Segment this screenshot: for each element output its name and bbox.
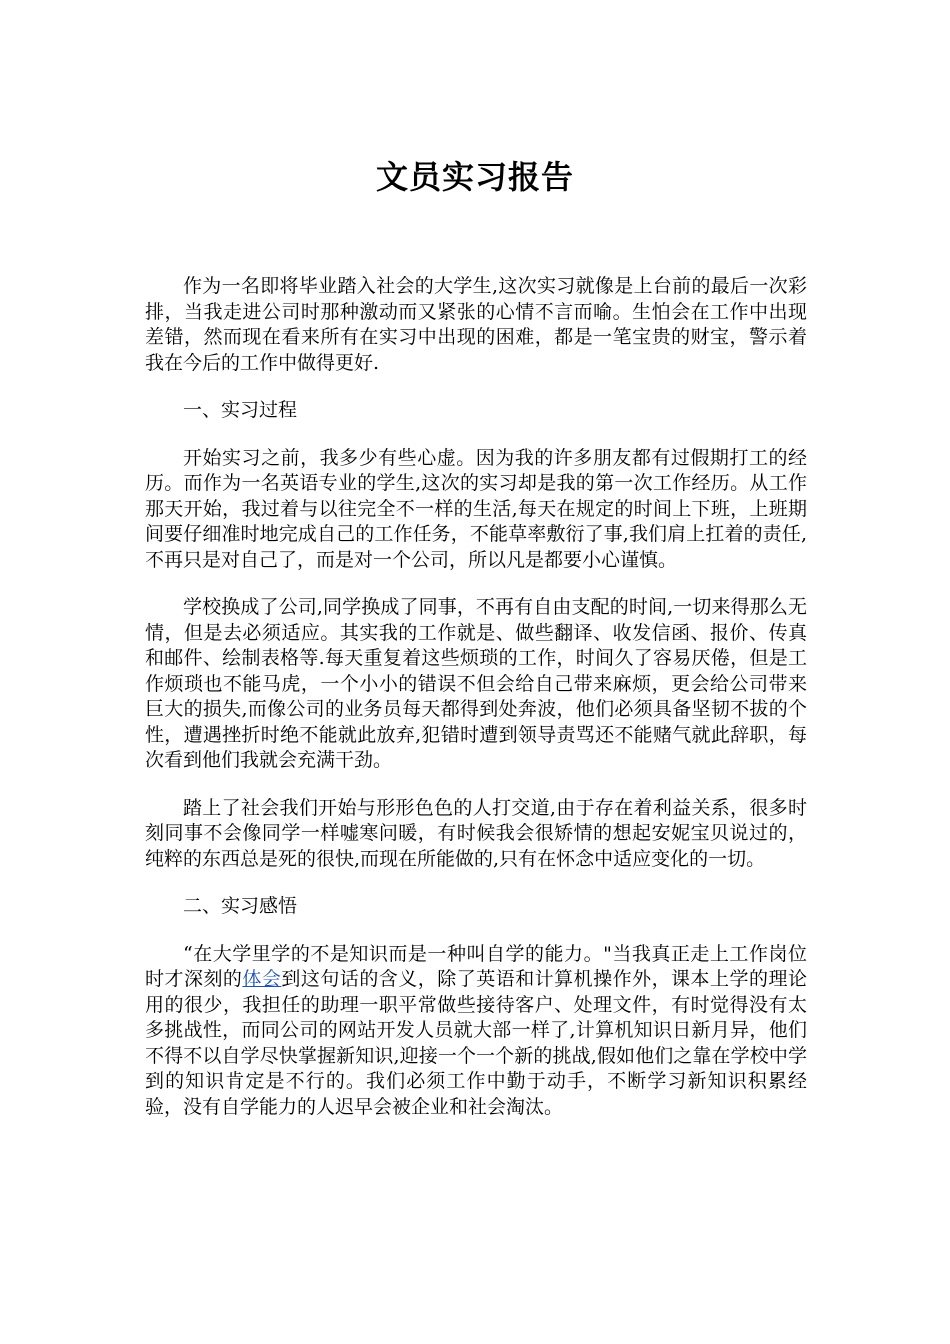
paragraph-process-1: 开始实习之前，我多少有些心虚。因为我的许多朋友都有过假期打工的经历。而作为一名英语专业的学生,这次的实习却是我的第一次工作经历。从工作那天开始，我过着与以往完全不一样的生活,每天在规定的时间上下班，上班期间要仔细准时地完成自己的工作任务，不能草率敷衍了事,我们肩上扛着的责任,不再只是对自己了，而是对一个公司，所以凡是都要小心谨慎。 <box>145 446 807 571</box>
paragraph-process-2: 学校换成了公司,同学换成了同事，不再有自由支配的时间,一切来得那么无情，但是去必须适应。其实我的工作就是、做些翻译、收发信函、报价、传真和邮件、绘制表格等.每天重复着这些烦琐的工作，时间久了容易厌倦，但是工作烦琐也不能马虎，一个小小的错误不但会给自己带来麻烦，更会给公司带来巨大的损失,而像公司的业务员每天都得到处奔波，他们必须具备坚韧不拔的个性，遭遇挫折时绝不能就此放弃,犯错时遭到领导责骂还不能赌气就此辞职，每次看到他们我就会充满干劲。 <box>145 596 807 771</box>
hyperlink-tihui[interactable]: 体会 <box>242 968 282 990</box>
paragraph-intro: 作为一名即将毕业踏入社会的大学生,这次实习就像是上台前的最后一次彩排，当我走进公司时那种激动而又紧张的心情不言而喻。生怕会在工作中出现差错，然而现在看来所有在实习中出现的困难，都是一笔宝贵的财宝，警示着我在今后的工作中做得更好. <box>145 275 807 374</box>
paragraph-insight-text-after: 到这句话的含义，除了英语和计算机操作外，课本上学的理论用的很少，我担任的助理一职平常做些接待客户、处理文件，有时觉得没有太多挑战性，而同公司的网站开发人员就大部一样了,计算机知识日新月异，他们不得不以自学尽快掌握新知识,迎接一个一个新的挑战,假如他们之靠在学校中学到的知识肯定是不行的。我们必须工作中勤于动手，不断学习新知识积累经验，没有自学能力的人迟早会被企业和社会淘汰。 <box>145 968 807 1118</box>
paragraph-process-3: 踏上了社会我们开始与形形色色的人打交道,由于存在着利益关系，很多时刻同事不会像同学一样嘘寒问暖，有时候我会很矫情的想起安妮宝贝说过的，纯粹的东西总是死的很快,而现在所能做的,只有在怀念中适应变化的一切。 <box>145 796 807 870</box>
document-body <box>145 274 807 1142</box>
section-heading-process: 一、实习过程 <box>183 399 298 421</box>
section-heading-insight: 二、实习感悟 <box>183 895 298 917</box>
document-title: 文员实习报告 <box>375 158 574 196</box>
paragraph-insight-text-before: “在大学里学的不是知识而是一种叫自学的能力。"当我真正走上工作岗位时才深刻的 <box>145 942 807 990</box>
paragraph-insight-1 <box>145 942 807 1121</box>
